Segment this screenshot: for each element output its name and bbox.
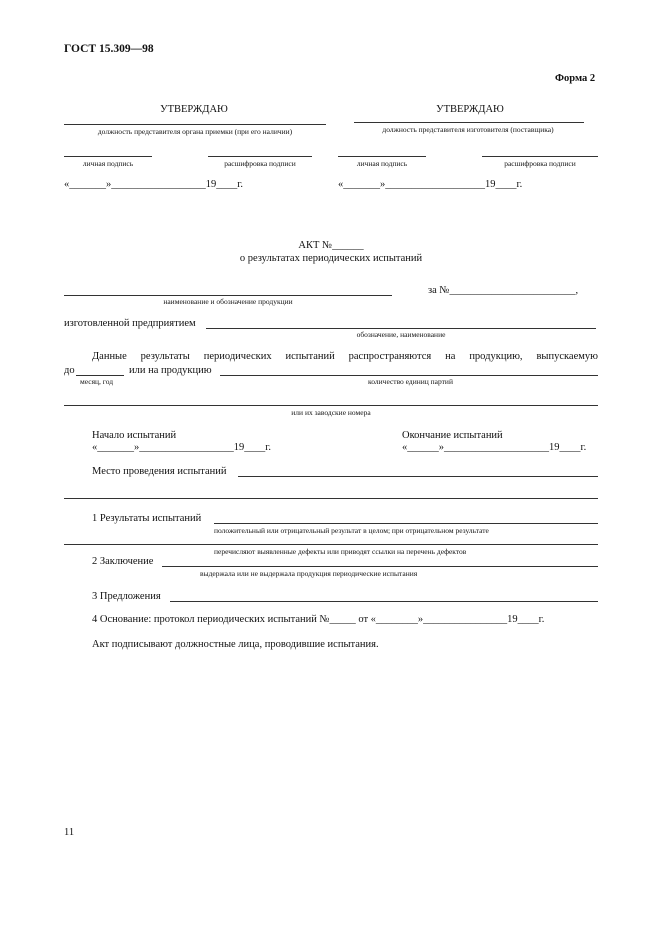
place-line	[238, 476, 598, 477]
item-1-line-2	[64, 544, 598, 545]
approve-right-decoding-caption: расшифровка подписи	[504, 159, 576, 168]
approve-right-date: «_______»___________________19____г.	[338, 179, 523, 190]
act-subtitle: о результатах периодических испытаний	[239, 253, 423, 264]
approve-left-title: УТВЕРЖДАЮ	[160, 104, 228, 115]
approve-left-signature-line	[64, 156, 152, 157]
batches-caption: количество единиц партий	[368, 377, 453, 386]
paragraph-do: до	[64, 365, 75, 376]
approve-right-position-caption: должность представителя изготовителя (поставщика)	[382, 125, 554, 134]
item-2-caption: выдержала или не выдержала продукция периодические испытания	[200, 569, 418, 578]
act-for-period: за №________________________,	[428, 285, 579, 296]
approve-left-position-caption: должность представителя органа приемки (при его наличии)	[97, 127, 293, 136]
approve-left-position-line	[64, 124, 326, 125]
end-label: Окончание испытаний	[402, 430, 503, 441]
approve-right-decoding-line	[482, 156, 598, 157]
paragraph-or: или на продукцию	[129, 365, 212, 376]
approve-left-date: «_______»__________________19____г.	[64, 179, 243, 190]
approve-right-title: УТВЕРЖДАЮ	[436, 104, 504, 115]
manufacturer-line	[206, 328, 596, 329]
item-3-label: 3 Предложения	[92, 591, 161, 602]
page-number: 11	[64, 827, 75, 838]
month-caption: месяц, год	[80, 377, 114, 386]
serials-caption: или их заводские номера	[291, 408, 371, 417]
end-date: «______»____________________19____г.	[402, 442, 587, 453]
manufactured-by-label: изготовленной предприятием	[64, 318, 196, 329]
form-number: Форма 2	[555, 73, 596, 84]
approve-right-position-line	[354, 122, 584, 123]
item-1-caption-2: перечисляют выявленные дефекты или приводят ссылки на перечень дефектов	[214, 547, 467, 556]
place-label: Место проведения испытаний	[92, 466, 227, 477]
product-line	[64, 295, 392, 296]
place-line-2	[64, 498, 598, 499]
month-line	[76, 375, 124, 376]
approve-left-decoding-line	[208, 156, 312, 157]
standard-number: ГОСТ 15.309—98	[64, 43, 154, 55]
manufacturer-caption: обозначение, наименование	[356, 330, 446, 339]
item-2-label: 2 Заключение	[92, 556, 154, 567]
act-title: АКТ №______	[298, 240, 364, 251]
item-3-line	[170, 601, 598, 602]
item-1-label: 1 Результаты испытаний	[92, 513, 202, 524]
paragraph-line-1: Данные результаты периодических испытаний распространяются на продукцию, выпускаемую	[92, 351, 598, 362]
item-4-label: 4 Основание: протокол периодических испытаний №_____ от «________»________________19____г.	[92, 614, 545, 625]
approve-left-signature-caption: личная подпись	[82, 159, 134, 168]
approve-right-signature-line	[338, 156, 426, 157]
batches-line	[220, 375, 598, 376]
product-caption: наименование и обозначение продукции	[163, 297, 293, 306]
serials-line	[64, 405, 598, 406]
closing-sentence: Акт подписывают должностные лица, проводившие испытания.	[92, 639, 379, 650]
start-date: «_______»__________________19____г.	[92, 442, 271, 453]
approve-right-signature-caption: личная подпись	[356, 159, 408, 168]
item-1-line	[214, 523, 598, 524]
item-2-line	[162, 566, 598, 567]
start-label: Начало испытаний	[92, 430, 177, 441]
item-1-caption: положительный или отрицательный результат в целом; при отрицательном результате	[214, 526, 489, 535]
approve-left-decoding-caption: расшифровка подписи	[224, 159, 296, 168]
